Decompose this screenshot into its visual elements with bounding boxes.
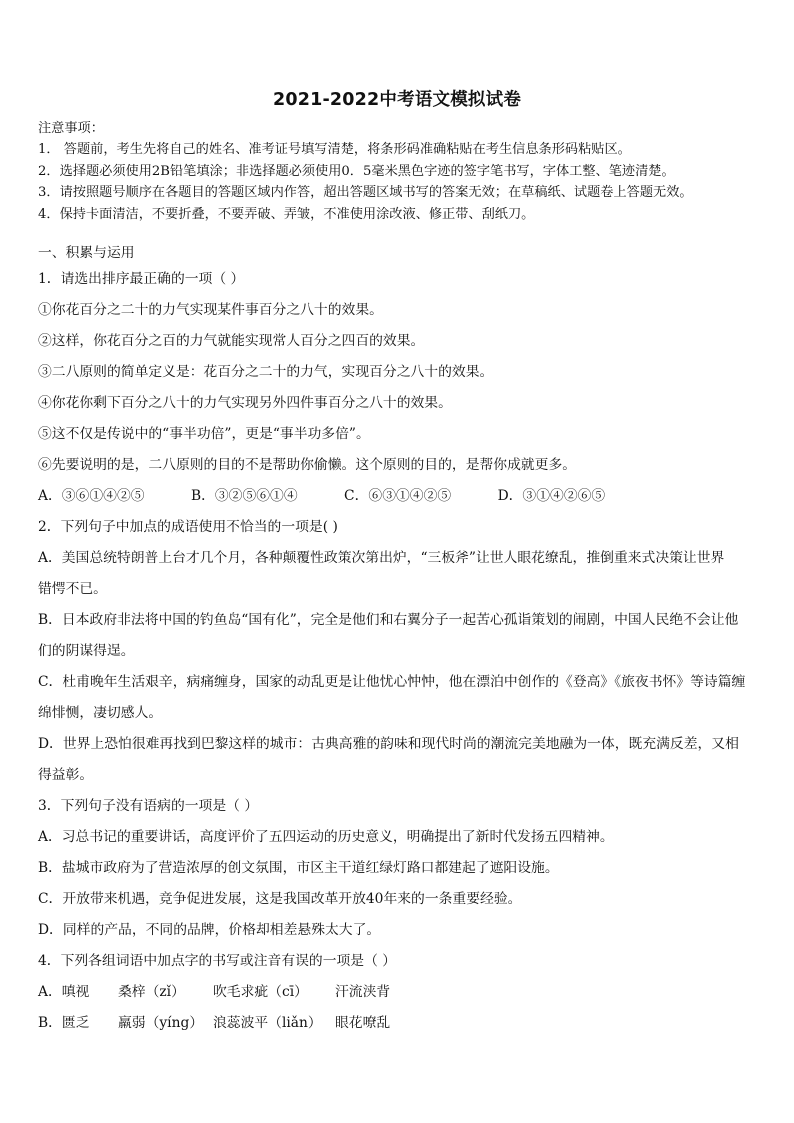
option-b-word3: 浪蕊波平（liǎn） bbox=[213, 1015, 322, 1031]
option-a-cont: 错愕不已。 bbox=[38, 581, 107, 597]
option-c-cont: 绵悱恻，凄切感人。 bbox=[38, 705, 163, 721]
option-b: B．盐城市政府为了营造浓厚的创文氛围，市区主干道红绿灯路口都建起了遮阳设施。 bbox=[38, 860, 559, 876]
option-b-word4: 眼花嘹乱 bbox=[335, 1015, 391, 1031]
option-c: C．⑥③①④②⑤ bbox=[344, 488, 452, 504]
question-1 bbox=[38, 264, 760, 512]
option-a: A．③⑥①④②⑤ bbox=[38, 488, 145, 504]
option-a: A．美国总统特朗普上台才几个月，各种颠覆性政策次第出炉，“三板斧”让世人眼花缭乱，推倒重来式决策让世界 bbox=[38, 550, 725, 566]
sentence: ④你花你剩下百分之八十的力气实现另外四件事百分之八十的效果。 bbox=[38, 395, 452, 411]
sentence: ③二八原则的简单定义是：花百分之二十的力气，实现百分之八十的效果。 bbox=[38, 364, 494, 380]
answer-options bbox=[38, 481, 760, 512]
option-b: B．③②⑤⑥①④ bbox=[190, 488, 298, 504]
question-stem: 1．请选出排序最正确的一项（ ） bbox=[38, 271, 245, 287]
question-2 bbox=[38, 512, 760, 791]
question-stem: 4．下列各组词语中加点字的书写或注音有误的一项是（ ） bbox=[38, 953, 397, 969]
option-c: C．杜甫晚年生活艰辛，病痛缠身，国家的动乱更是让他忧心忡忡，他在漂泊中创作的《登高》《旅夜书怀》等诗篇缠 bbox=[38, 674, 746, 690]
option-a-word2: 桑梓（zǐ） bbox=[118, 984, 185, 1000]
option-c: C．开放带来机遇，竞争促进发展，这是我国改革开放40年来的一条重要经验。 bbox=[38, 891, 522, 907]
question-4 bbox=[38, 946, 760, 1039]
sentence: ②这样，你花百分之百的力气就能实现常人百分之四百的效果。 bbox=[38, 333, 425, 349]
option-d: D．③①④②⑥⑤ bbox=[497, 488, 606, 504]
page-title: 2021-2022中考语文模拟试卷 bbox=[272, 90, 522, 110]
option-b bbox=[38, 1008, 760, 1039]
option-a bbox=[38, 977, 760, 1008]
option-b-cont: 们的阴谋得逞。 bbox=[38, 643, 135, 659]
notice-item: 4．保持卡面清洁，不要折叠，不要弄破、弄皱，不准使用涂改液、修正带、刮纸刀。 bbox=[38, 206, 535, 222]
notice-heading: 注意事项： bbox=[38, 121, 104, 136]
option-a-word4: 汗流浃背 bbox=[335, 984, 391, 1000]
questions-area bbox=[38, 243, 760, 1039]
option-a: A．习总书记的重要讲话，高度评价了五四运动的历史意义，明确提出了新时代发扬五四精神。 bbox=[38, 829, 614, 845]
option-a-word1: A．嗔视 bbox=[38, 984, 90, 1000]
option-d-cont: 得益彰。 bbox=[38, 767, 94, 783]
option-b-word1: B．匮乏 bbox=[38, 1015, 90, 1031]
question-stem: 2．下列句子中加点的成语使用不恰当的一项是( ) bbox=[38, 519, 338, 535]
option-b-word2: 羸弱（yíng） bbox=[118, 1015, 204, 1031]
option-d: D．同样的产品，不同的品牌，价格却相差悬殊太大了。 bbox=[38, 922, 381, 938]
question-3 bbox=[38, 791, 760, 946]
option-a-word3: 吹毛求疵（cī） bbox=[213, 984, 308, 1000]
question-stem: 3．下列句子没有语病的一项是（ ） bbox=[38, 798, 259, 814]
notice-item: 3．请按照题号顺序在各题目的答题区域内作答，超出答题区域书写的答案无效；在草稿纸、试题卷上答题无效。 bbox=[38, 185, 693, 201]
sentence: ①你花百分之二十的力气实现某件事百分之八十的效果。 bbox=[38, 302, 383, 318]
notice-item: 2．选择题必须使用2B铅笔填涂；非选择题必须使用0．5毫米黑色字迹的签字笔书写，字体工整、笔迹清楚。 bbox=[38, 163, 675, 179]
option-b: B．日本政府非法将中国的钓鱼岛“国有化”，完全是他们和右翼分子一起苦心孤诣策划的闹剧，中国人民绝不会让他 bbox=[38, 612, 739, 628]
section-heading: 一、积累与运用 bbox=[38, 245, 135, 261]
notice-item: 1． 答题前，考生先将自己的姓名、准考证号填写清楚，将条形码准确粘贴在考生信息条形码粘贴区。 bbox=[38, 142, 631, 158]
notice-block bbox=[38, 118, 768, 225]
option-d: D．世界上恐怕很难再找到巴黎这样的城市：古典高雅的韵味和现代时尚的潮流完美地融为一体，既充满反差，又相 bbox=[38, 736, 739, 752]
sentence: ⑥先要说明的是，二八原则的目的不是帮助你偷懒。这个原则的目的，是帮你成就更多。 bbox=[38, 457, 577, 473]
sentence: ⑤这不仅是传说中的“事半功倍”，更是“事半功多倍”。 bbox=[38, 426, 370, 442]
